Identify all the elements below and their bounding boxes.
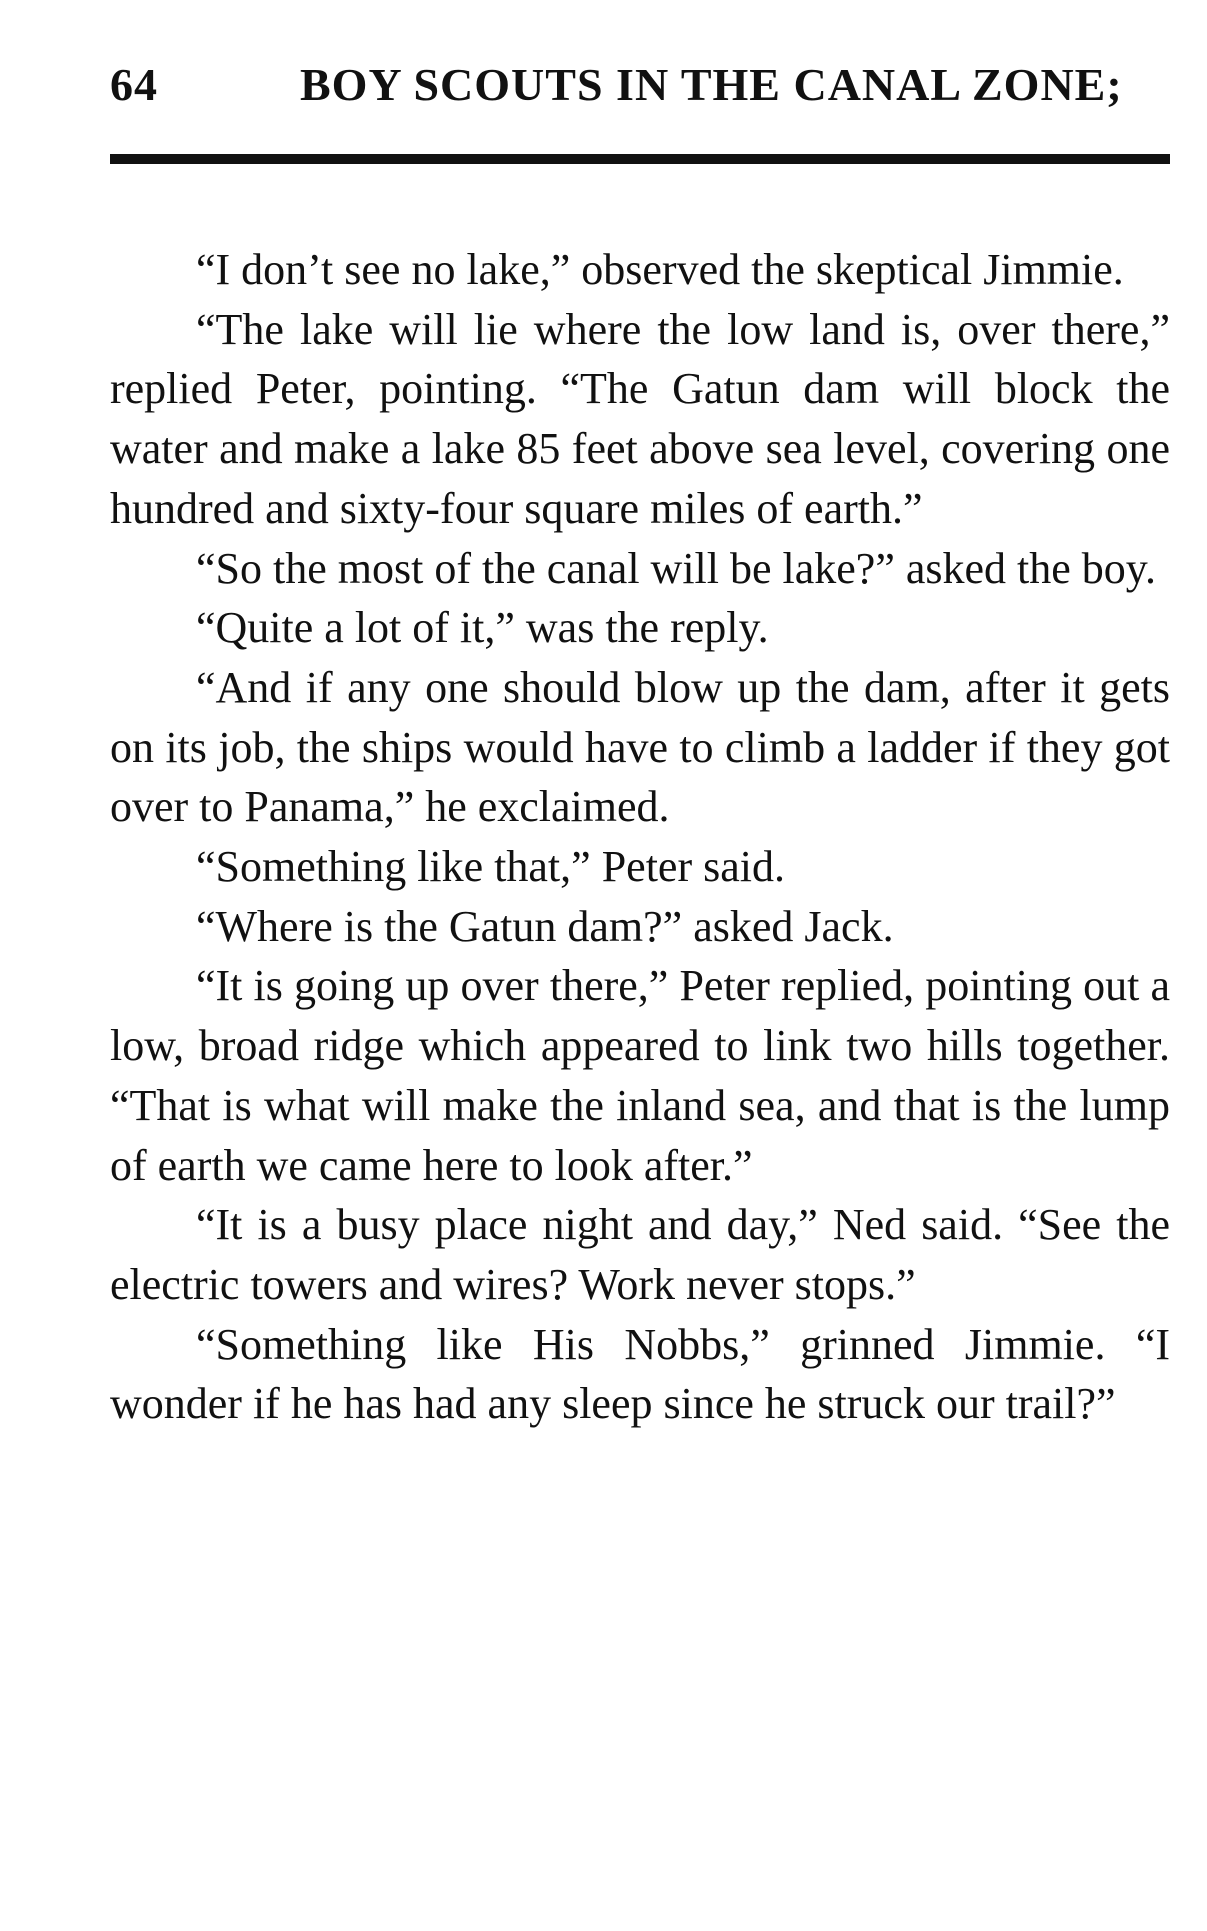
paragraph: “And if any one should blow up the dam, after it gets on its job, the ships would have to climb a ladder if they got over to Panama,” he exclaimed. <box>110 662 1170 832</box>
paragraph: “Something like that,” Peter said. <box>196 842 785 892</box>
paragraph: “Something like His Nobbs,” grinned Jimmie. “I wonder if he has had any sleep since he struck our trail?” <box>110 1319 1170 1429</box>
paragraph: “It is going up over there,” Peter replied, pointing out a low, broad ridge which appeared to link two hills together. “That is what will make the inland sea, and that is the lump of earth we came here to look after.” <box>110 961 1170 1190</box>
paragraph: “Quite a lot of it,” was the reply. <box>196 603 769 653</box>
paragraph: “So the most of the canal will be lake?” asked the boy. <box>196 543 1156 593</box>
paragraph: “Where is the Gatun dam?” asked Jack. <box>196 901 894 951</box>
paragraph: “The lake will lie where the low land is, over there,” replied Peter, pointing. “The Gatun dam will block the water and make a lake 85 feet above sea level, covering one hundred and sixty-four square miles of earth.” <box>110 304 1170 533</box>
page-number: 64 <box>110 59 158 110</box>
paragraph: “It is a busy place night and day,” Ned said. “See the electric towers and wires? Work never stops.” <box>110 1200 1170 1309</box>
page-header <box>110 58 1170 118</box>
paragraph: “I don’t see no lake,” observed the skeptical Jimmie. <box>196 245 1124 294</box>
body-text <box>110 240 1170 1434</box>
header-rule <box>110 154 1170 164</box>
running-head: BOY SCOUTS IN THE CANAL ZONE; <box>300 59 1123 110</box>
